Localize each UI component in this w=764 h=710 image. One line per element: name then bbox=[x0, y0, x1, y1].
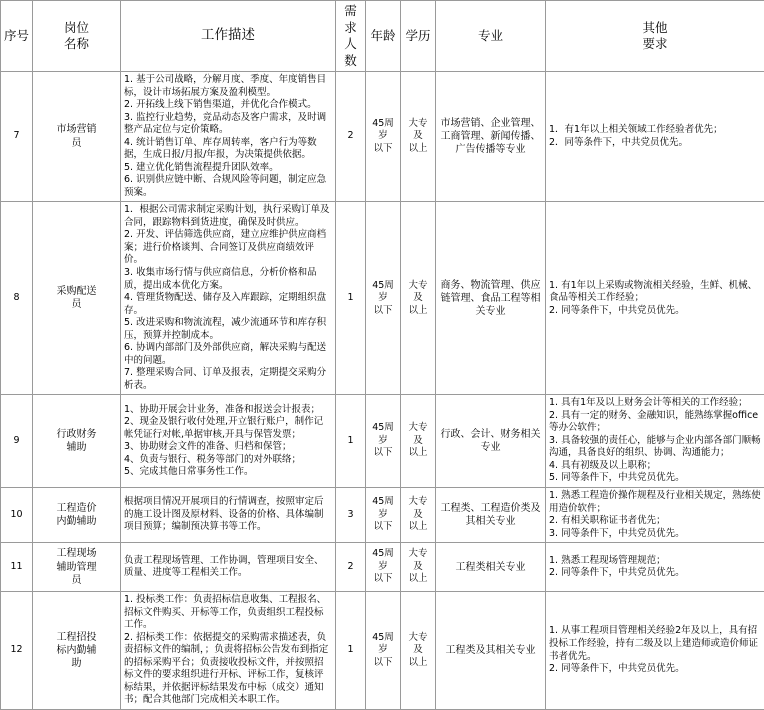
cell-job-description-lines bbox=[124, 74, 332, 199]
table-row bbox=[1, 488, 764, 543]
cell-headcount: 1 bbox=[336, 202, 366, 395]
column-header-education: 学历 bbox=[401, 1, 436, 72]
cell-education-line: 大专及 bbox=[404, 548, 432, 573]
cell-index: 7 bbox=[1, 72, 33, 202]
cell-other-requirements-line: 2. 有相关职称证书者优先； bbox=[549, 515, 761, 528]
cell-post-name bbox=[33, 72, 121, 202]
column-header-major: 专业 bbox=[436, 1, 546, 72]
cell-education-lines bbox=[404, 280, 432, 318]
cell-other-requirements-line: 1．有1年以上相关领域工作经验者优先； bbox=[549, 124, 761, 137]
cell-major-line: 行政、会计、财务相关 bbox=[439, 428, 542, 441]
cell-post-name-line: 工程招投 bbox=[36, 631, 117, 644]
cell-post-name bbox=[33, 592, 121, 710]
cell-age-line: 45周岁 bbox=[369, 548, 397, 573]
cell-job-description bbox=[121, 72, 336, 202]
cell-other-requirements bbox=[546, 72, 764, 202]
table-row bbox=[1, 202, 764, 395]
cell-index: 12 bbox=[1, 592, 33, 710]
cell-education-line: 以上 bbox=[404, 447, 432, 460]
cell-education bbox=[401, 592, 436, 710]
cell-post-name-line: 行政财务 bbox=[36, 428, 117, 441]
cell-job-description-line: 3、协助财会文件的准备、归档和保管； bbox=[124, 441, 332, 454]
cell-post-name-lines bbox=[36, 502, 117, 528]
cell-age bbox=[366, 395, 401, 488]
column-header-other-line1: 其他 bbox=[642, 20, 667, 35]
cell-job-description-line: 1. 投标类工作：负责招标信息收集、工程报名、招标文件购买、开标等工作，负责组织工程投标工作。 bbox=[124, 594, 332, 632]
cell-job-description-line: 2. 开发、评估筛选供应商，建立应维护供应商档案；进行价格谈判、合同签订及供应商绩效评价。 bbox=[124, 229, 332, 267]
cell-major-line: 广告传播等专业 bbox=[439, 143, 542, 156]
cell-age-line: 以下 bbox=[369, 305, 397, 318]
cell-other-requirements-line: 2. 具有一定的财务、金融知识，能熟练掌握office等办公软件； bbox=[549, 410, 761, 435]
cell-age-line: 以下 bbox=[369, 447, 397, 460]
cell-job-description-line: 4、负责与银行、税务等部门的对外联络； bbox=[124, 454, 332, 467]
cell-education-lines bbox=[404, 496, 432, 534]
table-body bbox=[1, 72, 764, 710]
cell-age-line: 45周岁 bbox=[369, 632, 397, 657]
cell-age-lines bbox=[369, 422, 397, 460]
cell-major-line: 工商管理、新闻传播、 bbox=[439, 130, 542, 143]
cell-post-name-line: 员 bbox=[36, 298, 117, 311]
cell-age-line: 45周岁 bbox=[369, 280, 397, 305]
cell-headcount: 1 bbox=[336, 395, 366, 488]
column-header-headcount bbox=[336, 1, 366, 72]
cell-major-lines bbox=[439, 561, 542, 574]
cell-major-lines bbox=[439, 117, 542, 157]
cell-job-description-line: 6. 识别供应链中断、合规风险等问题，制定应急预案。 bbox=[124, 174, 332, 199]
cell-age bbox=[366, 202, 401, 395]
cell-post-name-lines bbox=[36, 631, 117, 671]
cell-age-line: 45周岁 bbox=[369, 496, 397, 521]
cell-job-description-line: 2、现金及银行收付处理,开立银行账户，制作记帐凭证行对帐,单据审核,开具与保管发票； bbox=[124, 416, 332, 441]
cell-major bbox=[436, 543, 546, 592]
cell-post-name-lines bbox=[36, 123, 117, 149]
cell-other-requirements-line: 1. 有1年以上采购或物流相关经验，生鲜、机械、食品等相关工作经验； bbox=[549, 280, 761, 305]
cell-other-requirements-line: 2. 同等条件下，中共党员优先。 bbox=[549, 305, 761, 318]
cell-other-requirements bbox=[546, 592, 764, 710]
cell-other-requirements-line: 1. 具有1年及以上财务会计等相关的工作经验； bbox=[549, 397, 761, 410]
cell-job-description-line: 4. 统计销售订单、库存周转率，客户行为等数据，生成日报/月报/年报，为决策提供依据。 bbox=[124, 137, 332, 162]
cell-post-name-lines bbox=[36, 285, 117, 311]
cell-major-line: 工程类及其相关专业 bbox=[439, 644, 542, 657]
cell-other-requirements bbox=[546, 543, 764, 592]
cell-age bbox=[366, 72, 401, 202]
cell-major-line: 工程类相关专业 bbox=[439, 561, 542, 574]
cell-other-requirements-line: 2. 同等条件下，中共党员优先。 bbox=[549, 663, 761, 676]
column-header-post bbox=[33, 1, 121, 72]
cell-post-name bbox=[33, 488, 121, 543]
cell-job-description-line: 1、协助开展会计业务，准备和报送会计报表； bbox=[124, 404, 332, 417]
cell-post-name-line: 员 bbox=[36, 574, 117, 587]
cell-job-description bbox=[121, 543, 336, 592]
cell-job-description-line: 1. 基于公司战略，分解月度、季度、年度销售目标，设计市场拓展方案及盈利模型。 bbox=[124, 74, 332, 99]
cell-other-requirements-line: 3. 具备较强的责任心，能够与企业内部各部门顺畅沟通，具备良好的组织、协调、沟通能力； bbox=[549, 435, 761, 460]
cell-post-name-line: 助 bbox=[36, 657, 117, 670]
cell-other-requirements-line: 1. 熟悉工程造价操作规程及行业相关规定，熟练使用造价软件； bbox=[549, 490, 761, 515]
column-header-post-line2: 名称 bbox=[64, 36, 89, 51]
cell-education bbox=[401, 395, 436, 488]
column-header-headcount-line1: 需求 bbox=[344, 3, 357, 35]
cell-job-description-lines bbox=[124, 555, 332, 580]
cell-major-line: 其相关专业 bbox=[439, 515, 542, 528]
cell-age-line: 以下 bbox=[369, 143, 397, 156]
cell-other-requirements bbox=[546, 395, 764, 488]
cell-post-name-line: 辅助 bbox=[36, 441, 117, 454]
cell-age-line: 45周岁 bbox=[369, 422, 397, 447]
cell-post-name bbox=[33, 202, 121, 395]
cell-education bbox=[401, 488, 436, 543]
cell-other-requirements-lines bbox=[549, 124, 761, 149]
cell-other-requirements-line: 3. 同等条件下，中共党员优先。 bbox=[549, 528, 761, 541]
cell-education-line: 以上 bbox=[404, 521, 432, 534]
cell-post-name-line: 内勤辅助 bbox=[36, 515, 117, 528]
cell-education-line: 大专及 bbox=[404, 118, 432, 143]
column-header-other-line2: 要求 bbox=[642, 36, 667, 51]
cell-major-line: 关专业 bbox=[439, 305, 542, 318]
column-header-age: 年龄 bbox=[366, 1, 401, 72]
cell-headcount: 2 bbox=[336, 72, 366, 202]
cell-education-line: 以上 bbox=[404, 143, 432, 156]
cell-other-requirements-line: 1. 从事工程项目管理相关经验2年及以上，具有招投标工作经验，持有二级及以上建造师或造价师证书者优先。 bbox=[549, 625, 761, 663]
cell-major-lines bbox=[439, 502, 542, 528]
cell-major-lines bbox=[439, 644, 542, 657]
cell-education-lines bbox=[404, 548, 432, 586]
cell-education-lines bbox=[404, 632, 432, 670]
cell-other-requirements-lines bbox=[549, 555, 761, 580]
cell-age-lines bbox=[369, 632, 397, 670]
cell-job-description-line: 5. 建立优化销售流程提升团队效率。 bbox=[124, 162, 332, 175]
cell-job-description bbox=[121, 395, 336, 488]
column-header-description: 工作描述 bbox=[121, 1, 336, 72]
cell-job-description-lines bbox=[124, 404, 332, 479]
cell-other-requirements bbox=[546, 202, 764, 395]
cell-post-name-line: 市场营销 bbox=[36, 123, 117, 136]
column-header-headcount-line2: 人数 bbox=[344, 36, 357, 68]
cell-headcount: 2 bbox=[336, 543, 366, 592]
cell-headcount: 3 bbox=[336, 488, 366, 543]
cell-age bbox=[366, 592, 401, 710]
cell-major-line: 市场营销、企业管理、 bbox=[439, 117, 542, 130]
table-row bbox=[1, 592, 764, 710]
cell-post-name-lines bbox=[36, 428, 117, 454]
cell-other-requirements-lines bbox=[549, 397, 761, 485]
cell-age-line: 以下 bbox=[369, 657, 397, 670]
table-row bbox=[1, 72, 764, 202]
cell-job-description-line: 3. 收集市场行情与供应商信息，分析价格和品质，提出成本优化方案。 bbox=[124, 267, 332, 292]
cell-major bbox=[436, 488, 546, 543]
cell-age-lines bbox=[369, 118, 397, 156]
cell-major-line: 链管理、食品工程等相 bbox=[439, 292, 542, 305]
column-header-post-line1: 岗位 bbox=[64, 20, 89, 35]
table-row bbox=[1, 395, 764, 488]
cell-post-name-line: 采购配送 bbox=[36, 285, 117, 298]
table-header bbox=[1, 1, 764, 72]
cell-education-lines bbox=[404, 422, 432, 460]
cell-other-requirements-line: 2. 同等条件下，中共党员优先。 bbox=[549, 567, 761, 580]
cell-education bbox=[401, 72, 436, 202]
cell-age bbox=[366, 488, 401, 543]
cell-index: 9 bbox=[1, 395, 33, 488]
cell-post-name-line: 辅助管理 bbox=[36, 561, 117, 574]
cell-education-line: 以上 bbox=[404, 573, 432, 586]
cell-age-line: 45周岁 bbox=[369, 118, 397, 143]
cell-post-name-line: 标内勤辅 bbox=[36, 644, 117, 657]
cell-other-requirements-line: 5. 同等条件下，中共党员优先。 bbox=[549, 472, 761, 485]
cell-job-description-line: 1．根据公司需求制定采购计划，执行采购订单及合同，跟踪物料到货进度，确保及时供应。 bbox=[124, 204, 332, 229]
cell-age bbox=[366, 543, 401, 592]
cell-job-description-lines bbox=[124, 594, 332, 707]
cell-major-lines bbox=[439, 428, 542, 454]
cell-education-line: 大专及 bbox=[404, 422, 432, 447]
cell-education-lines bbox=[404, 118, 432, 156]
cell-major-line: 商务、物流管理、供应 bbox=[439, 279, 542, 292]
cell-education-line: 大专及 bbox=[404, 496, 432, 521]
cell-other-requirements-line: 1. 熟悉工程现场管理规范； bbox=[549, 555, 761, 568]
cell-other-requirements-line: 2．同等条件下，中共党员优先。 bbox=[549, 137, 761, 150]
header-row bbox=[1, 1, 764, 72]
cell-post-name bbox=[33, 395, 121, 488]
cell-other-requirements-lines bbox=[549, 280, 761, 318]
cell-other-requirements-line: 4. 具有初级及以上职称； bbox=[549, 460, 761, 473]
cell-job-description-line: 6. 协调内部部门及外部供应商，解决采购与配送中的问题。 bbox=[124, 342, 332, 367]
cell-index: 10 bbox=[1, 488, 33, 543]
cell-education-line: 大专及 bbox=[404, 632, 432, 657]
cell-major-line: 工程类、工程造价类及 bbox=[439, 502, 542, 515]
cell-job-description-line: 3. 监控行业趋势，竞品动态及客户需求，及时调整产品定位与定价策略。 bbox=[124, 112, 332, 137]
cell-index: 8 bbox=[1, 202, 33, 395]
cell-job-description-line: 根据项目情况开展项目的行情调查，按照审定后的施工设计图及原材料、设备的价格、具体编制项目预算；编制预决算书等工作。 bbox=[124, 496, 332, 534]
cell-post-name-line: 员 bbox=[36, 137, 117, 150]
cell-education bbox=[401, 202, 436, 395]
cell-major-lines bbox=[439, 279, 542, 319]
cell-index: 11 bbox=[1, 543, 33, 592]
cell-education-line: 以上 bbox=[404, 657, 432, 670]
cell-job-description bbox=[121, 488, 336, 543]
cell-post-name-line: 工程现场 bbox=[36, 547, 117, 560]
cell-major-line: 专业 bbox=[439, 441, 542, 454]
cell-job-description-lines bbox=[124, 496, 332, 534]
cell-age-lines bbox=[369, 280, 397, 318]
cell-job-description-line: 2. 招标类工作：依据提交的采购需求描述表，负责招标文件的编制，；负责将招标公告发布到指定的招标采购平台；负责接收投标文件，并按照招标文件的要求组织进行开标、评标工作，复核评标结果，并依据评标结果发布中标（成交）通知书；配合其他部门完成相关本职工作。 bbox=[124, 632, 332, 707]
cell-job-description-line: 2. 开拓线上线下销售渠道，并优化合作模式。 bbox=[124, 99, 332, 112]
column-header-other-requirements bbox=[546, 1, 764, 72]
cell-post-name-line: 工程造价 bbox=[36, 502, 117, 515]
cell-major bbox=[436, 395, 546, 488]
cell-education bbox=[401, 543, 436, 592]
cell-job-description bbox=[121, 592, 336, 710]
cell-post-name-lines bbox=[36, 547, 117, 587]
cell-post-name bbox=[33, 543, 121, 592]
cell-age-line: 以下 bbox=[369, 521, 397, 534]
cell-major bbox=[436, 72, 546, 202]
cell-age-lines bbox=[369, 496, 397, 534]
cell-age-lines bbox=[369, 548, 397, 586]
cell-job-description bbox=[121, 202, 336, 395]
column-header-index: 序号 bbox=[1, 1, 33, 72]
cell-job-description-line: 负责工程现场管理、工作协调，管理项目安全、质量、进度等工程相关工作。 bbox=[124, 555, 332, 580]
cell-age-line: 以下 bbox=[369, 573, 397, 586]
cell-job-description-lines bbox=[124, 204, 332, 392]
cell-headcount: 1 bbox=[336, 592, 366, 710]
cell-other-requirements-lines bbox=[549, 490, 761, 540]
cell-job-description-line: 7. 整理采购合同、订单及报表，定期提交采购分析表。 bbox=[124, 367, 332, 392]
cell-job-description-line: 4. 管理货物配送、储存及入库跟踪，定期组织盘存。 bbox=[124, 292, 332, 317]
cell-job-description-line: 5、完成其他日常事务性工作。 bbox=[124, 466, 332, 479]
cell-education-line: 大专及 bbox=[404, 280, 432, 305]
cell-other-requirements-lines bbox=[549, 625, 761, 675]
cell-education-line: 以上 bbox=[404, 305, 432, 318]
cell-other-requirements bbox=[546, 488, 764, 543]
cell-job-description-line: 5. 改进采购和物流流程，减少流通环节和库存积压，预算并控制成本。 bbox=[124, 317, 332, 342]
table-row bbox=[1, 543, 764, 592]
cell-major bbox=[436, 202, 546, 395]
cell-major bbox=[436, 592, 546, 710]
